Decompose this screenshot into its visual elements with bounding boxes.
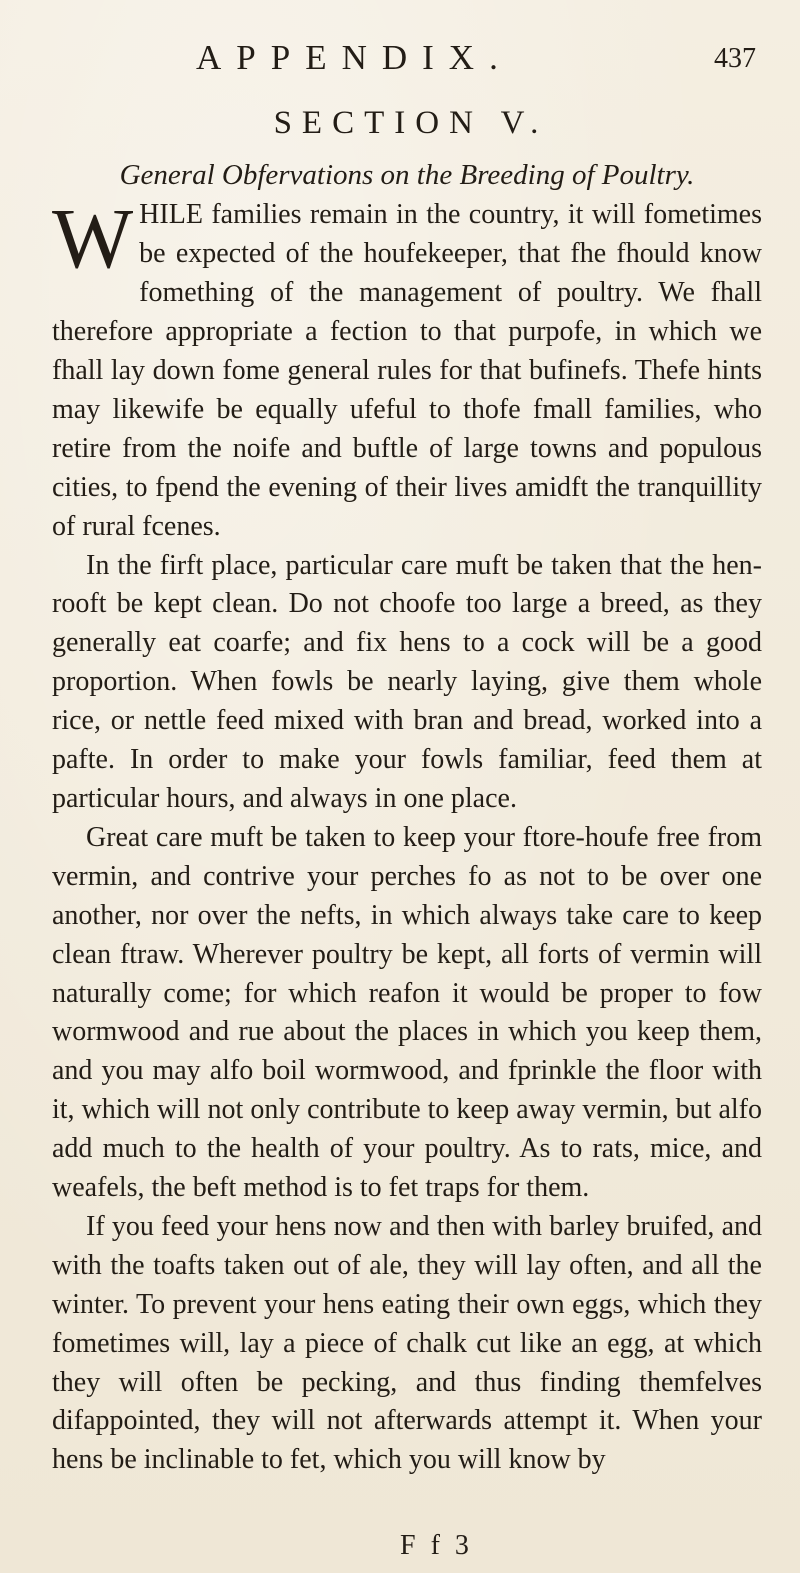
paragraph-1 (52, 190, 762, 546)
running-head (52, 0, 762, 94)
paragraph-4: If you feed your hens now and then with barley bruifed, and with the toafts taken out of ale, they will lay often, and all the winter. To prevent your hens eating their own eggs, which they fometimes will, lay a piece of chalk cut like an egg, at which they will often be pecking, and thus finding themfelves difappointed, they will not afterwards attempt it. When your hens be inclinable to fet, which you will know by (52, 1210, 762, 1476)
drop-cap: W (52, 190, 134, 287)
paragraph-3: Great care muft be taken to keep your ftore-houfe free from vermin, and contrive your perches fo as not to be over one another, nor over the nefts, in which always take care to keep clean ftraw. Wherever poultry be kept, all forts of vermin will naturally come; for which reafon it would be proper to fow wormwood and rue about the places in which you keep them, and you may alfo boil wormwood, and fprinkle the floor with it, which will not only contribute to keep away vermin, but alfo add much to the health of your poultry. As to rats, mice, and weafels, the beft method is to fet traps for them. (52, 821, 762, 1204)
running-title: APPENDIX. (196, 38, 513, 77)
body-text (52, 190, 762, 1480)
signature-mark: F f 3 (400, 1530, 473, 1561)
section-heading: SECTION V. (273, 105, 549, 141)
page-number: 437 (714, 43, 756, 74)
section-subtitle: General Obfervations on the Breeding of Poultry. (119, 158, 695, 191)
paragraph-1-text: HILE families remain in the country, it will fometimes be expected of the houfekeeper, that fhe fhould know fomething of the management of poultry. We fhall therefore appropriate a fection to that purpofe, in which we fhall lay down fome general rules for that bufinefs. Thefe hints may likewife be equally ufeful to thofe fmall families, who retire from the noife and buftle of large towns and populous cities, to fpend the evening of their lives amidft the tranquillity of rural fcenes. (52, 199, 762, 542)
paragraph-2: In the firft place, particular care muft be taken that the hen-rooft be kept clean. Do not choofe too large a breed, as they generally eat coarfe; and fix hens to a cock will be a good proportion. When fowls be nearly laying, give them whole rice, or nettle feed mixed with bran and bread, worked into a pafte. In order to make your fowls familiar, feed them at particular hours, and always in one place. (52, 549, 762, 814)
